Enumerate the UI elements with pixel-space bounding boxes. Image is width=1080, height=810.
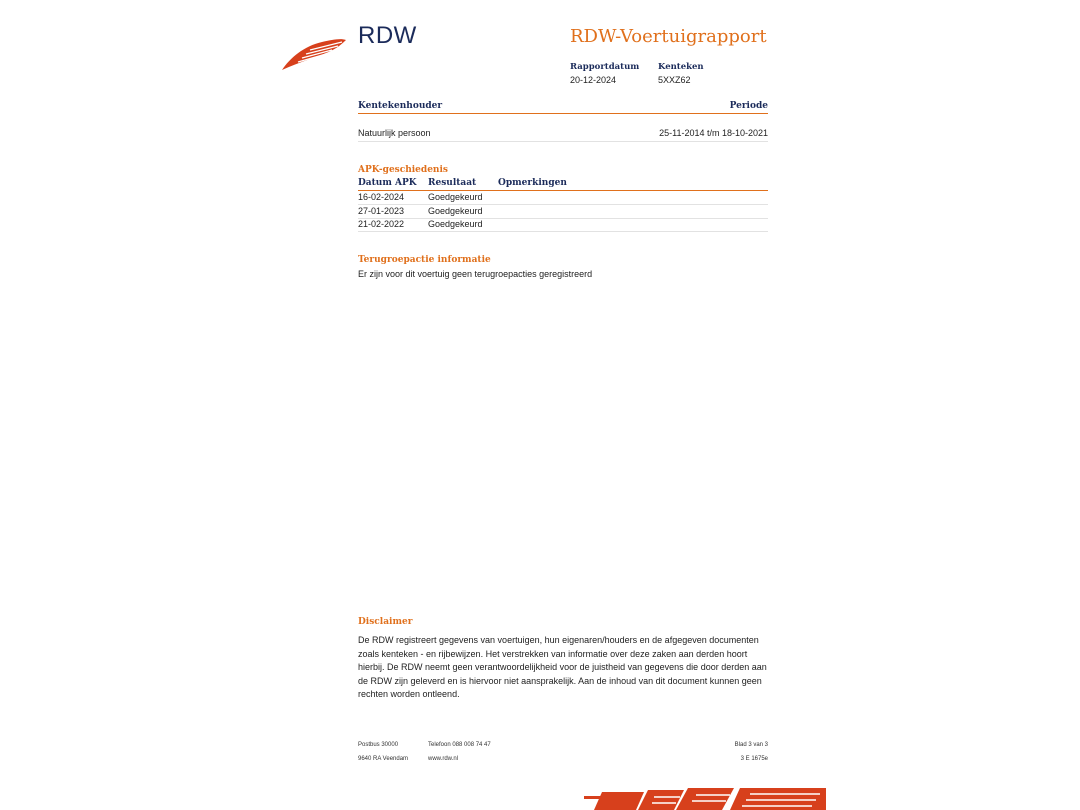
- holder-header-rule: [358, 113, 768, 114]
- license-plate-value: 5XXZ62: [658, 75, 691, 85]
- brand-name: RDW: [358, 22, 417, 49]
- period-column-header: Periode: [729, 101, 768, 111]
- footer-postbus: Postbus 30000: [358, 742, 399, 748]
- footer-address: 9640 RA Veendam: [358, 756, 409, 762]
- report-title: RDW-Voertuigrapport: [570, 26, 767, 47]
- report-date-value: 20-12-2024: [570, 75, 617, 85]
- disclaimer-title: Disclaimer: [358, 617, 413, 627]
- apk-row-result: Goedgekeurd: [428, 219, 483, 229]
- apk-row-rule: [358, 231, 768, 232]
- rdw-logo-icon: [280, 36, 348, 72]
- report-date-label: Rapportdatum: [570, 62, 640, 72]
- apk-row-rule: [358, 204, 768, 205]
- decorative-stripes-icon: [584, 788, 826, 810]
- holder-column-header: Kentekenhouder: [358, 101, 443, 111]
- apk-row-date: 27-01-2023: [358, 206, 405, 216]
- apk-row-result: Goedgekeurd: [428, 192, 483, 202]
- footer-page-number: Blad 3 van 3: [734, 742, 768, 748]
- apk-row-date: 21-02-2022: [358, 219, 405, 229]
- apk-header-rule: [358, 190, 768, 191]
- holder-value: Natuurlijk persoon: [358, 128, 431, 138]
- apk-row-date: 16-02-2024: [358, 192, 405, 202]
- license-plate-label: Kenteken: [658, 62, 704, 72]
- disclaimer-text: De RDW registreert gegevens van voertuigen, hun eigenaren/houders en de afgegeven documenten zoals kenteken - en rijbewijzen. Het verstrekken van informatie over deze zaken aan derden hoort hierbij. De RDW neemt geen verantwoordelijkheid voor de juistheid van gegevens die door derden aan de RDW zijn geleverd en is hiervoor niet aansprakelijk. Aan de inhoud van dit document kunnen geen rechten worden ontleend.: [358, 635, 767, 699]
- footer-website[interactable]: www.rdw.nl: [428, 756, 459, 762]
- apk-section-title: APK-geschiedenis: [358, 165, 448, 175]
- apk-col-remarks: Opmerkingen: [498, 178, 567, 188]
- footer-phone: Telefoon 088 008 74 47: [428, 742, 491, 748]
- period-value: 25-11-2014 t/m 18-10-2021: [659, 128, 768, 138]
- apk-row-result: Goedgekeurd: [428, 206, 483, 216]
- recall-section-title: Terugroepactie informatie: [358, 255, 491, 265]
- apk-col-date: Datum APK: [358, 178, 417, 188]
- footer-document-code: 3 E 1675e: [740, 756, 768, 762]
- apk-row-rule: [358, 218, 768, 219]
- apk-col-result: Resultaat: [428, 178, 477, 188]
- recall-text: Er zijn voor dit voertuig geen terugroepacties geregistreerd: [358, 269, 593, 279]
- holder-row-rule: [358, 141, 768, 142]
